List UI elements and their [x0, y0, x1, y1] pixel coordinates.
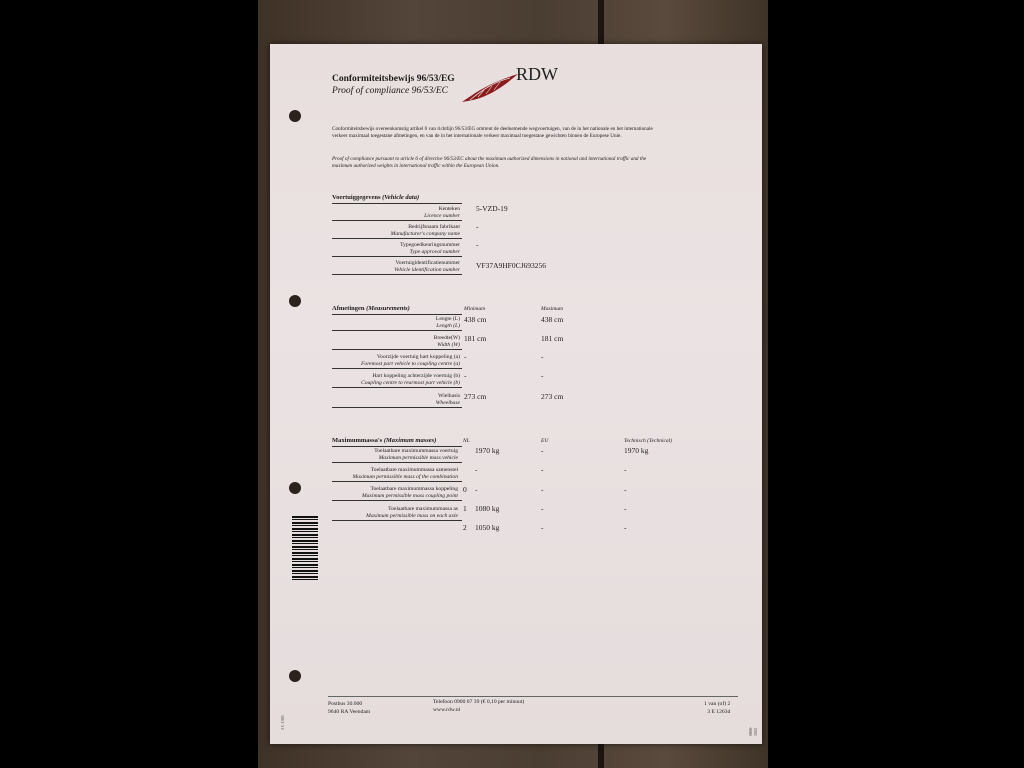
measurements-section-title	[332, 305, 410, 312]
combination-mass-tech-value: -	[624, 465, 627, 474]
masses-title-nl: Maximummassa's	[332, 437, 383, 444]
axle-1-mass-nl-value: 1080 kg	[475, 504, 500, 513]
side-code-right: 0806-1002	[748, 726, 758, 736]
measurement-row-label: Wielbasis Wheelbase	[435, 393, 460, 406]
row-rule	[332, 220, 462, 221]
page-number: 1 van (of) 2	[704, 701, 731, 707]
section-rule	[332, 314, 462, 315]
row-rule	[332, 368, 462, 369]
row-rule	[332, 462, 462, 463]
vehicle-row-label: Kenteken Licence number	[424, 206, 460, 219]
axle-2-mass-nl-value: 1050 kg	[475, 523, 500, 532]
vehicle-row-label: Typegoedkeuringsnummer Type approval number	[400, 242, 460, 255]
vehicle-mass-nl-value: 1970 kg	[475, 446, 500, 455]
mass-row-label: Toelaatbare maximummassa voertuig Maximum permissible mass vehicle	[374, 448, 458, 461]
punch-hole	[289, 482, 301, 494]
measurement-row-label: Lengte (L) Length (L)	[435, 316, 460, 329]
type-approval-value: -	[476, 240, 479, 249]
address-line-1: Postbus 30.000	[328, 701, 363, 707]
website: www.rdw.nl	[433, 707, 461, 713]
footer-contact	[433, 698, 524, 714]
row-rule	[332, 256, 462, 257]
intro-dutch: Conformiteitsbewijs overeenkomstig artikel 6 van richtlijn 96/53/EG omtrent de deelnemende wegvoertuigen, van de in het nationale en het internationale verkeer maximaal toegestane afmetingen, en van de in het internationale verkeer maximaal toegestane gewichten binnen de Europese Unie.	[332, 126, 653, 139]
measurements-title-nl: Afmetingen	[332, 305, 365, 312]
row-rule	[332, 520, 462, 521]
masses-title-en: (Maximum masses)	[383, 437, 437, 444]
vehicle-title-nl: Voertuiggegevens	[332, 194, 381, 201]
measurement-row-label: Breedte(W) Width (W)	[433, 335, 460, 348]
mass-row-label: Toelaatbare maximummassa koppeling Maximum permissible mass coupling point	[361, 486, 458, 499]
punch-hole	[289, 670, 301, 682]
mass-row-label: Toelaatbare maximummassa samenstel Maximum permissible mass of the combination	[352, 467, 458, 480]
rear-coupling-max-value: -	[541, 371, 544, 380]
axle-1-mass-tech-value: -	[624, 504, 627, 513]
barcode	[292, 516, 318, 580]
mass-row-label: Toelaatbare maximummassa as Maximum permissible mass on each axle	[366, 506, 458, 519]
coupling-mass-nl-value: -	[475, 485, 478, 494]
row-rule	[332, 330, 462, 331]
length-max-value: 438 cm	[541, 315, 564, 324]
column-minimum: Minimum	[464, 306, 486, 312]
licence-number-value: 5-VZD-19	[476, 204, 508, 213]
row-rule	[332, 500, 462, 501]
vehicle-mass-tech-value: 1970 kg	[624, 446, 649, 455]
wheelbase-min-value: 273 cm	[464, 392, 487, 401]
document-page	[270, 44, 762, 744]
row-rule	[332, 481, 462, 482]
width-min-value: 181 cm	[464, 334, 487, 343]
axle-2-mass-eu-value: -	[541, 523, 544, 532]
coupling-index: 0	[463, 485, 467, 494]
manufacturer-value: -	[476, 222, 479, 231]
width-max-value: 181 cm	[541, 334, 564, 343]
brand-name: RDW	[516, 64, 558, 84]
vehicle-row-label: Voertuigidentificatienummer Vehicle identification number	[394, 260, 460, 273]
rear-coupling-min-value: -	[464, 371, 467, 380]
document-code: 3 E 1263d	[707, 709, 731, 715]
axle-1-mass-eu-value: -	[541, 504, 544, 513]
wheelbase-max-value: 273 cm	[541, 392, 564, 401]
combination-mass-nl-value: -	[475, 465, 478, 474]
axle-2-mass-tech-value: -	[624, 523, 627, 532]
column-technical: Technisch (Technical)	[624, 438, 673, 444]
measurements-title-en: (Measurements)	[366, 305, 410, 312]
vehicle-mass-eu-value: -	[541, 446, 544, 455]
measurement-row-label: Hart koppeling achterzijde voertuig (b) Coupling centre to rearmost part vehicle (b)	[360, 373, 460, 386]
row-rule	[332, 407, 462, 408]
vehicle-row-label: Bedrijfsnaam fabrikant Manufacturer's company name	[390, 224, 460, 237]
vehicle-title-en: (Vehicle data)	[382, 194, 420, 201]
section-rule	[332, 446, 462, 447]
masses-section-title	[332, 437, 436, 444]
coupling-mass-tech-value: -	[624, 485, 627, 494]
coupling-mass-eu-value: -	[541, 485, 544, 494]
vehicle-section-title	[332, 194, 419, 201]
row-rule	[332, 238, 462, 239]
title-english: Proof of compliance 96/53/EC	[332, 86, 449, 96]
combination-mass-eu-value: -	[541, 465, 544, 474]
footer-page-info	[704, 700, 730, 716]
title-dutch: Conformiteitsbewijs 96/53/EG	[332, 74, 455, 84]
axle-1-index: 1	[463, 504, 467, 513]
section-rule	[332, 203, 462, 204]
intro-english: Proof of compliance pursuant to article 6 of directive 96/53/EC about the maximum authorized dimensions in national and international traffic and the maximum authorized weights in international traffic within the European Union.	[332, 156, 647, 169]
front-coupling-max-value: -	[541, 352, 544, 361]
row-rule	[332, 349, 462, 350]
punch-hole	[289, 295, 301, 307]
column-maximum: Maximum	[541, 306, 563, 312]
column-eu: EU	[541, 438, 549, 444]
punch-hole	[289, 110, 301, 122]
rdw-feather-logo-icon	[460, 70, 520, 104]
phone-number: Telefoon 0900 07 39 (€ 0,10 per minuut)	[433, 699, 525, 705]
side-code-left: 3 C 1385	[280, 715, 285, 730]
measurement-row-label: Voorzijde voertuig hart koppeling (a) Foremost part vehicle to coupling centre (a)	[360, 354, 460, 367]
row-rule	[332, 387, 462, 388]
vin-value: VF37A9HF0CJ693256	[476, 261, 547, 270]
address-line-2: 9640 RA Veendam	[328, 709, 371, 715]
row-rule	[332, 274, 462, 275]
front-coupling-min-value: -	[464, 352, 467, 361]
axle-2-index: 2	[463, 523, 467, 532]
column-nl: NL	[463, 438, 470, 444]
footer-address	[328, 700, 370, 716]
footer-rule	[328, 696, 738, 697]
length-min-value: 438 cm	[464, 315, 487, 324]
